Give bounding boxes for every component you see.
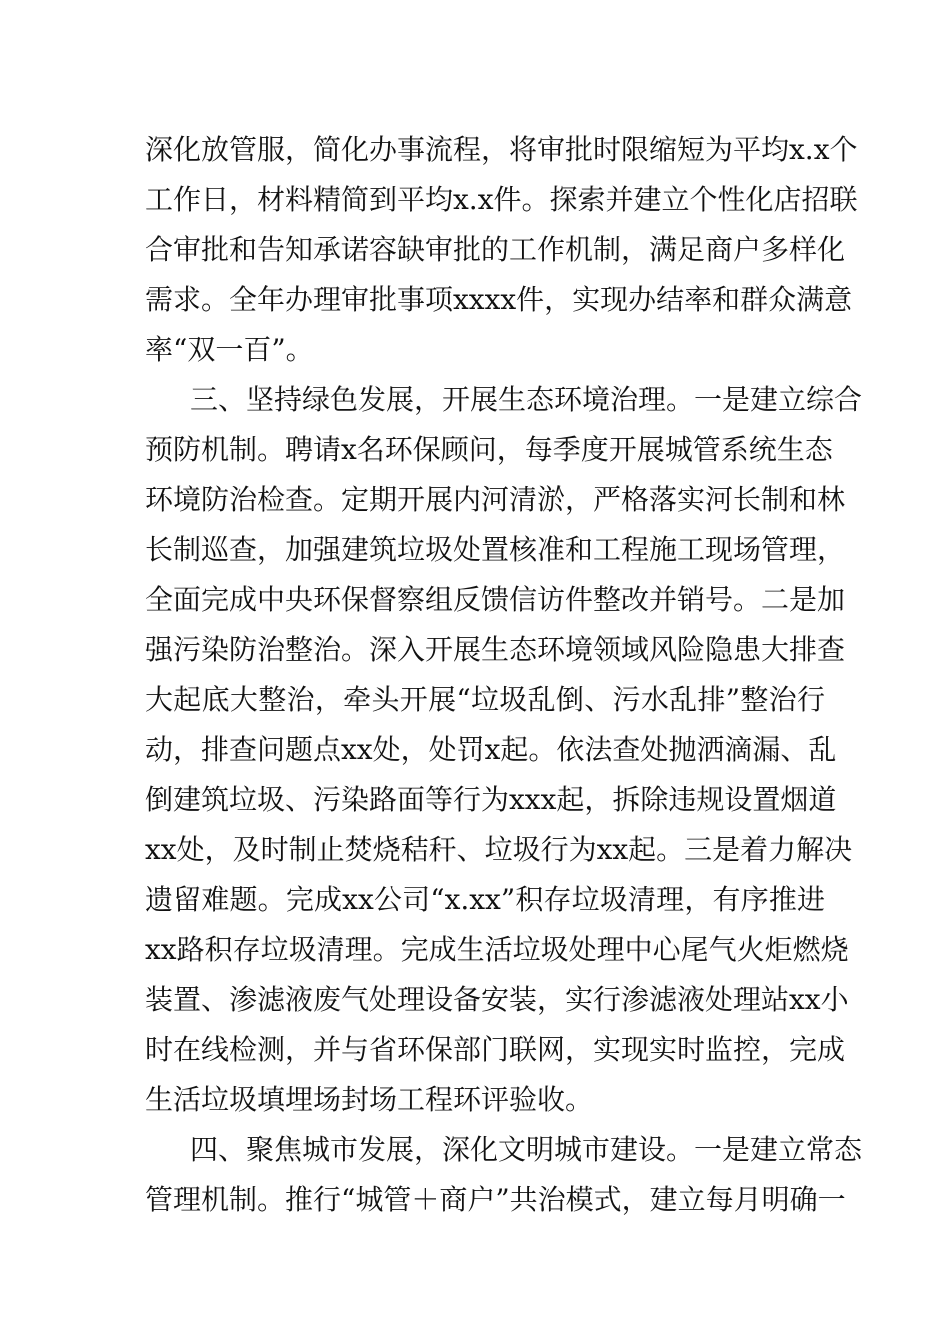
text-line: 预防机制。聘请x名环保顾问，每季度开展城管系统生态 [145, 433, 833, 466]
text-line: 动，排查问题点xx处，处罚x起。依法查处抛洒滴漏、乱 [145, 733, 837, 766]
text-line: 遗留难题。完成xx公司“x.xx”积存垃圾清理，有序推进 [145, 883, 825, 916]
text-line: 工作日，材料精简到平均x.x件。探索并建立个性化店招联 [145, 183, 858, 216]
text-line: 时在线检测，并与省环保部门联网，实现实时监控，完成 [145, 1033, 846, 1066]
text-line: 生活垃圾填埋场封场工程环评验收。 [145, 1083, 594, 1116]
text-line: 率“双一百”。 [145, 333, 314, 366]
text-line: 需求。全年办理审批事项xxxx件，实现办结率和群众满意 [145, 283, 853, 316]
text-line: 倒建筑垃圾、污染路面等行为xxx起，拆除违规设置烟道 [145, 783, 837, 816]
text-line: 全面完成中央环保督察组反馈信访件整改并销号。二是加 [145, 583, 846, 616]
text-line: 深化放管服，简化办事流程，将审批时限缩短为平均x.x个 [145, 133, 858, 166]
text-line: 环境防治检查。定期开展内河清淤，严格落实河长制和林 [145, 483, 846, 516]
text-line: xx路积存垃圾清理。完成生活垃圾处理中心尾气火炬燃烧 [145, 933, 849, 966]
section-4-heading-line: 四、聚焦城市发展，深化文明城市建设。一是建立常态 [190, 1133, 863, 1166]
text-line: 管理机制。推行“城管＋商户”共治模式，建立每月明确一 [145, 1183, 846, 1216]
text-line: 长制巡查，加强建筑垃圾处置核准和工程施工现场管理， [145, 533, 846, 566]
text-line: 合审批和告知承诺容缺审批的工作机制，满足商户多样化 [145, 233, 846, 266]
text-line: xx处，及时制止焚烧秸秆、垃圾行为xx起。三是着力解决 [145, 833, 853, 866]
section-3-heading-line: 三、坚持绿色发展，开展生态环境治理。一是建立综合 [190, 383, 863, 416]
text-line: 强污染防治整治。深入开展生态环境领域风险隐患大排查 [145, 633, 846, 666]
text-line: 大起底大整治，牵头开展“垃圾乱倒、污水乱排”整治行 [145, 683, 825, 716]
text-line: 装置、渗滤液废气处理设备安装，实行渗滤液处理站xx小 [145, 983, 849, 1016]
